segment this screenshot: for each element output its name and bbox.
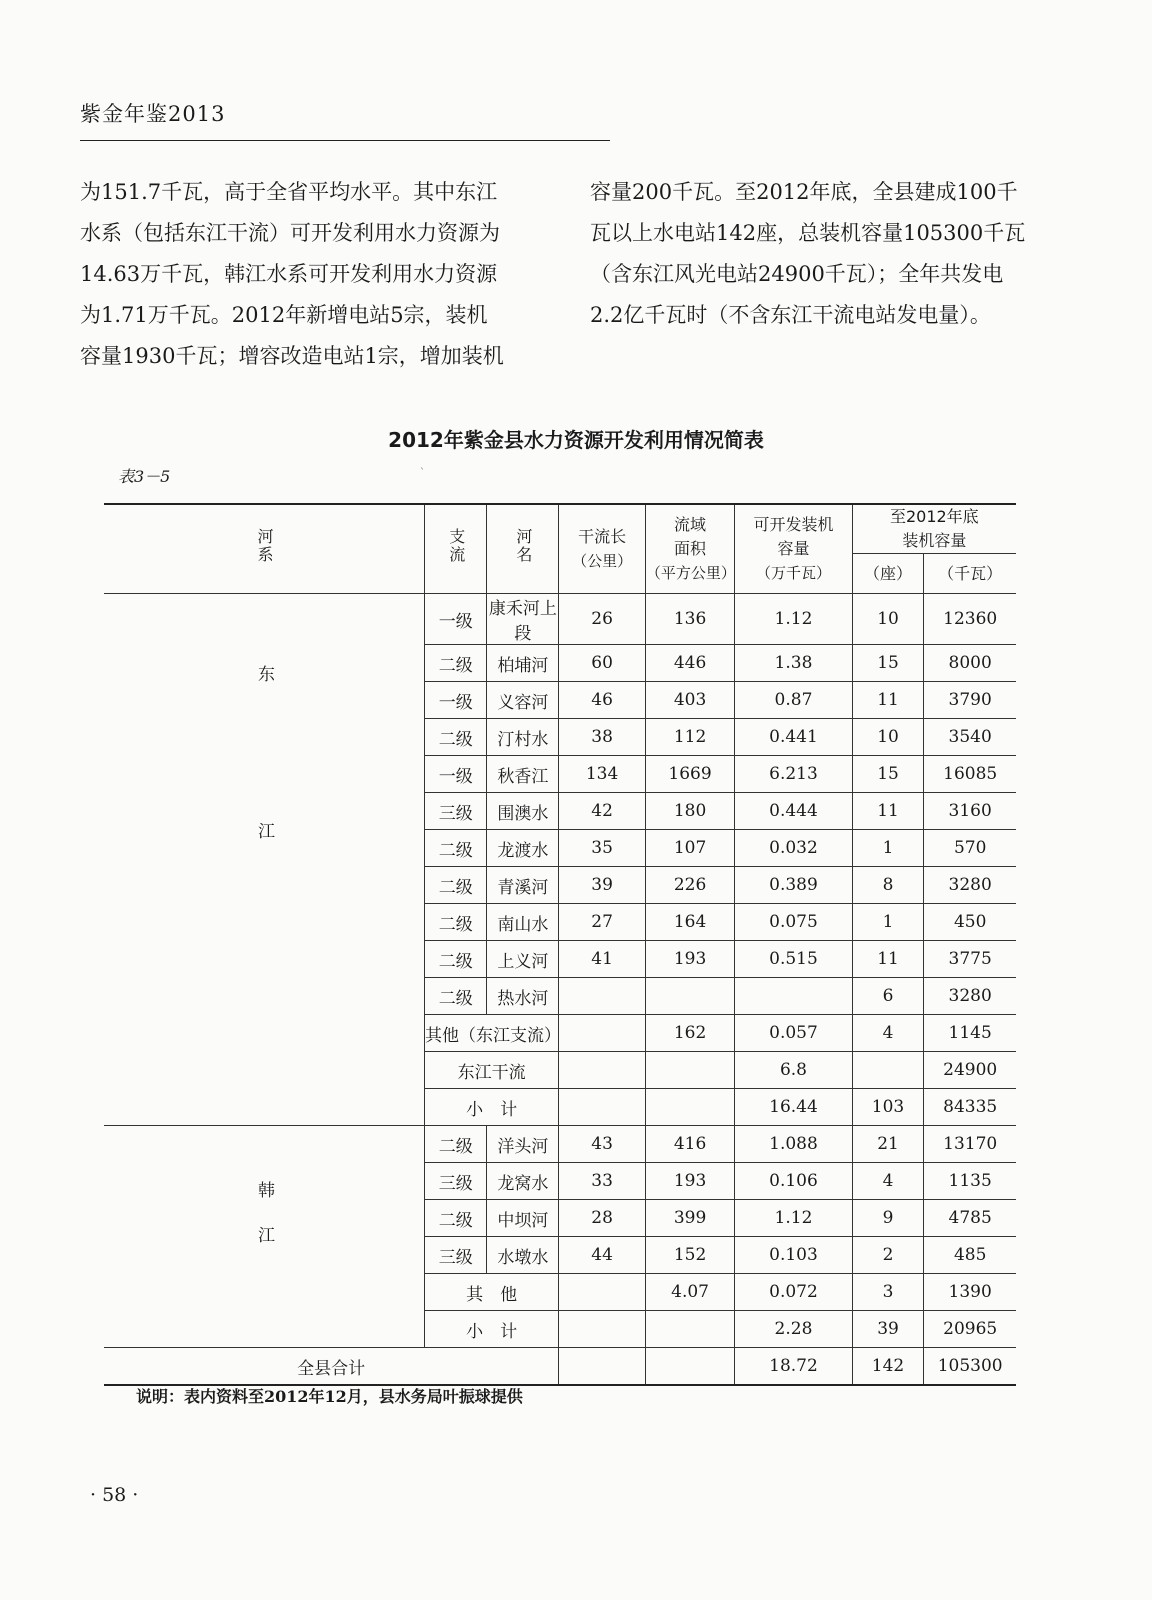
area-cell: 4.07 — [645, 1274, 734, 1311]
body-line: 瓦以上水电站142座，总装机容量105300千瓦 — [590, 221, 1026, 245]
header-installed-capacity: 至2012年底装机容量 — [852, 504, 1016, 554]
tributary-level: 二级 — [425, 719, 487, 756]
kw-cell: 16085 — [924, 756, 1016, 793]
header-mainstream-length: 干流长 （公里） — [559, 504, 645, 594]
river-name: 汀村水 — [487, 719, 559, 756]
length-cell — [559, 1052, 645, 1089]
area-cell: 403 — [645, 682, 734, 719]
kw-cell: 3160 — [924, 793, 1016, 830]
river-name: 龙窝水 — [487, 1163, 559, 1200]
river-name: 康禾河上段 — [487, 594, 559, 645]
stations-cell: 11 — [852, 793, 924, 830]
river-name: 洋头河 — [487, 1126, 559, 1163]
capacity-cell: 6.213 — [735, 756, 852, 793]
stations-cell: 1 — [852, 830, 924, 867]
area-cell: 112 — [645, 719, 734, 756]
kw-cell: 84335 — [924, 1089, 1016, 1126]
stations-cell: 39 — [852, 1311, 924, 1348]
river-name: 热水河 — [487, 978, 559, 1015]
tributary-level: 二级 — [425, 978, 487, 1015]
header-river-name: 河名 — [487, 504, 559, 594]
mainstream-label: 东江干流 — [425, 1052, 559, 1089]
area-cell — [645, 1052, 734, 1089]
area-cell: 193 — [645, 1163, 734, 1200]
body-text-right-column — [590, 172, 1050, 336]
area-cell: 399 — [645, 1200, 734, 1237]
river-name: 义容河 — [487, 682, 559, 719]
kw-cell: 105300 — [924, 1348, 1016, 1386]
table-row — [104, 594, 1016, 645]
tributary-level: 二级 — [425, 645, 487, 682]
tributary-level: 一级 — [425, 756, 487, 793]
subtotal-label: 小 计 — [425, 1311, 559, 1348]
area-cell: 136 — [645, 594, 734, 645]
length-cell: 27 — [559, 904, 645, 941]
length-cell — [559, 1015, 645, 1052]
capacity-cell: 0.057 — [735, 1015, 852, 1052]
area-cell: 107 — [645, 830, 734, 867]
stations-cell: 4 — [852, 1015, 924, 1052]
table-row — [104, 1126, 1016, 1163]
river-name: 南山水 — [487, 904, 559, 941]
header-exploitable-capacity: 可开发装机容量 （万千瓦） — [735, 504, 852, 594]
area-cell: 180 — [645, 793, 734, 830]
stations-cell: 11 — [852, 941, 924, 978]
river-name: 上义河 — [487, 941, 559, 978]
capacity-cell: 0.075 — [735, 904, 852, 941]
area-cell — [645, 1311, 734, 1348]
tributary-level: 二级 — [425, 1200, 487, 1237]
body-line: 容量1930千瓦；增容改造电站1宗，增加装机 — [80, 344, 504, 368]
length-cell: 28 — [559, 1200, 645, 1237]
tributary-level: 一级 — [425, 594, 487, 645]
county-total-label: 全县合计 — [104, 1348, 559, 1386]
stations-cell: 4 — [852, 1163, 924, 1200]
stations-cell: 6 — [852, 978, 924, 1015]
area-cell — [645, 1348, 734, 1386]
capacity-cell: 0.106 — [735, 1163, 852, 1200]
tributary-level: 二级 — [425, 941, 487, 978]
kw-cell: 24900 — [924, 1052, 1016, 1089]
tributary-level: 二级 — [425, 1126, 487, 1163]
kw-cell: 12360 — [924, 594, 1016, 645]
length-cell: 46 — [559, 682, 645, 719]
area-cell: 226 — [645, 867, 734, 904]
table-row-total — [104, 1348, 1016, 1386]
stations-cell: 103 — [852, 1089, 924, 1126]
length-cell: 35 — [559, 830, 645, 867]
stations-cell: 142 — [852, 1348, 924, 1386]
stations-cell: 2 — [852, 1237, 924, 1274]
river-name: 龙渡水 — [487, 830, 559, 867]
river-name: 中坝河 — [487, 1200, 559, 1237]
kw-cell: 13170 — [924, 1126, 1016, 1163]
tributary-level: 二级 — [425, 867, 487, 904]
kw-cell: 1145 — [924, 1015, 1016, 1052]
stray-mark: ` — [420, 468, 425, 479]
length-cell — [559, 1311, 645, 1348]
body-line: 为1.71万千瓦。2012年新增电站5宗，装机 — [80, 303, 488, 327]
body-line: （含东江风光电站24900千瓦）；全年共发电 — [590, 262, 1004, 286]
capacity-cell: 16.44 — [735, 1089, 852, 1126]
stations-cell: 8 — [852, 867, 924, 904]
header-basin-area: 流域面积 （平方公里） — [645, 504, 734, 594]
length-cell: 43 — [559, 1126, 645, 1163]
length-cell: 60 — [559, 645, 645, 682]
capacity-cell: 6.8 — [735, 1052, 852, 1089]
header-tributary: 支流 — [425, 504, 487, 594]
area-cell: 416 — [645, 1126, 734, 1163]
system-hanjiang: 韩江 — [104, 1126, 425, 1348]
stations-cell: 10 — [852, 594, 924, 645]
area-cell: 193 — [645, 941, 734, 978]
kw-cell: 1135 — [924, 1163, 1016, 1200]
stations-cell: 21 — [852, 1126, 924, 1163]
capacity-cell: 1.38 — [735, 645, 852, 682]
capacity-cell: 0.515 — [735, 941, 852, 978]
table-footnote: 说明：表内资料至2012年12月，县水务局叶振球提供 — [136, 1387, 523, 1406]
header-rule — [80, 140, 610, 141]
capacity-cell: 0.072 — [735, 1274, 852, 1311]
capacity-cell: 0.103 — [735, 1237, 852, 1274]
length-cell: 44 — [559, 1237, 645, 1274]
river-name: 柏埔河 — [487, 645, 559, 682]
kw-cell: 20965 — [924, 1311, 1016, 1348]
area-cell: 162 — [645, 1015, 734, 1052]
kw-cell: 8000 — [924, 645, 1016, 682]
length-cell — [559, 1348, 645, 1386]
length-cell: 26 — [559, 594, 645, 645]
others-label: 其他（东江支流） — [425, 1015, 559, 1052]
others-label: 其 他 — [425, 1274, 559, 1311]
body-line: 14.63万千瓦，韩江水系可开发利用水力资源 — [80, 262, 498, 286]
capacity-cell: 0.032 — [735, 830, 852, 867]
system-dongjiang: 东江 — [104, 594, 425, 1126]
capacity-cell: 18.72 — [735, 1348, 852, 1386]
stations-cell: 9 — [852, 1200, 924, 1237]
length-cell: 33 — [559, 1163, 645, 1200]
tributary-level: 二级 — [425, 904, 487, 941]
length-cell: 134 — [559, 756, 645, 793]
area-cell: 446 — [645, 645, 734, 682]
capacity-cell: 0.441 — [735, 719, 852, 756]
kw-cell: 1390 — [924, 1274, 1016, 1311]
stations-cell: 15 — [852, 756, 924, 793]
kw-cell: 3775 — [924, 941, 1016, 978]
river-name: 秋香江 — [487, 756, 559, 793]
body-line: 容量200千瓦。至2012年底，全县建成100千 — [590, 180, 1018, 204]
table-body — [104, 594, 1016, 1386]
table-title: 2012年紫金县水力资源开发利用情况简表 — [388, 428, 764, 452]
kw-cell: 450 — [924, 904, 1016, 941]
tributary-level: 三级 — [425, 793, 487, 830]
stations-cell: 15 — [852, 645, 924, 682]
header-system: 河系 — [104, 504, 425, 594]
tributary-level: 三级 — [425, 1237, 487, 1274]
kw-cell: 3280 — [924, 867, 1016, 904]
subtotal-label: 小 计 — [425, 1089, 559, 1126]
kw-cell: 570 — [924, 830, 1016, 867]
river-name: 青溪河 — [487, 867, 559, 904]
tributary-level: 一级 — [425, 682, 487, 719]
kw-cell: 4785 — [924, 1200, 1016, 1237]
length-cell — [559, 1274, 645, 1311]
capacity-cell: 1.088 — [735, 1126, 852, 1163]
length-cell: 41 — [559, 941, 645, 978]
body-text-left-column — [80, 172, 540, 377]
body-line: 为151.7千瓦，高于全省平均水平。其中东江 — [80, 180, 498, 204]
capacity-cell: 0.444 — [735, 793, 852, 830]
kw-cell: 3790 — [924, 682, 1016, 719]
table-number: 表3－5 — [118, 467, 171, 486]
stations-cell — [852, 1052, 924, 1089]
table-header — [104, 504, 1016, 594]
area-cell: 152 — [645, 1237, 734, 1274]
stations-cell: 11 — [852, 682, 924, 719]
body-line: 2.2亿千瓦时（不含东江干流电站发电量）。 — [590, 303, 991, 327]
hydropower-table — [104, 503, 1016, 1386]
river-name: 水墩水 — [487, 1237, 559, 1274]
stations-cell: 1 — [852, 904, 924, 941]
yearbook-header-title: 紫金年鉴2013 — [80, 102, 226, 126]
capacity-cell: 0.87 — [735, 682, 852, 719]
capacity-cell — [735, 978, 852, 1015]
length-cell — [559, 1089, 645, 1126]
capacity-cell: 1.12 — [735, 1200, 852, 1237]
river-name: 围澳水 — [487, 793, 559, 830]
kw-cell: 3540 — [924, 719, 1016, 756]
page-number: · 58 · — [90, 1484, 139, 1506]
kw-cell: 3280 — [924, 978, 1016, 1015]
stations-cell: 3 — [852, 1274, 924, 1311]
header-kw-unit: （千瓦） — [924, 554, 1016, 594]
area-cell: 1669 — [645, 756, 734, 793]
capacity-cell: 0.389 — [735, 867, 852, 904]
area-cell — [645, 978, 734, 1015]
capacity-cell: 2.28 — [735, 1311, 852, 1348]
stations-cell: 10 — [852, 719, 924, 756]
header-stations-unit: （座） — [852, 554, 924, 594]
area-cell: 164 — [645, 904, 734, 941]
area-cell — [645, 1089, 734, 1126]
tributary-level: 三级 — [425, 1163, 487, 1200]
kw-cell: 485 — [924, 1237, 1016, 1274]
body-line: 水系（包括东江干流）可开发利用水力资源为 — [80, 221, 500, 245]
length-cell: 42 — [559, 793, 645, 830]
capacity-cell: 1.12 — [735, 594, 852, 645]
tributary-level: 二级 — [425, 830, 487, 867]
length-cell: 39 — [559, 867, 645, 904]
length-cell: 38 — [559, 719, 645, 756]
length-cell — [559, 978, 645, 1015]
